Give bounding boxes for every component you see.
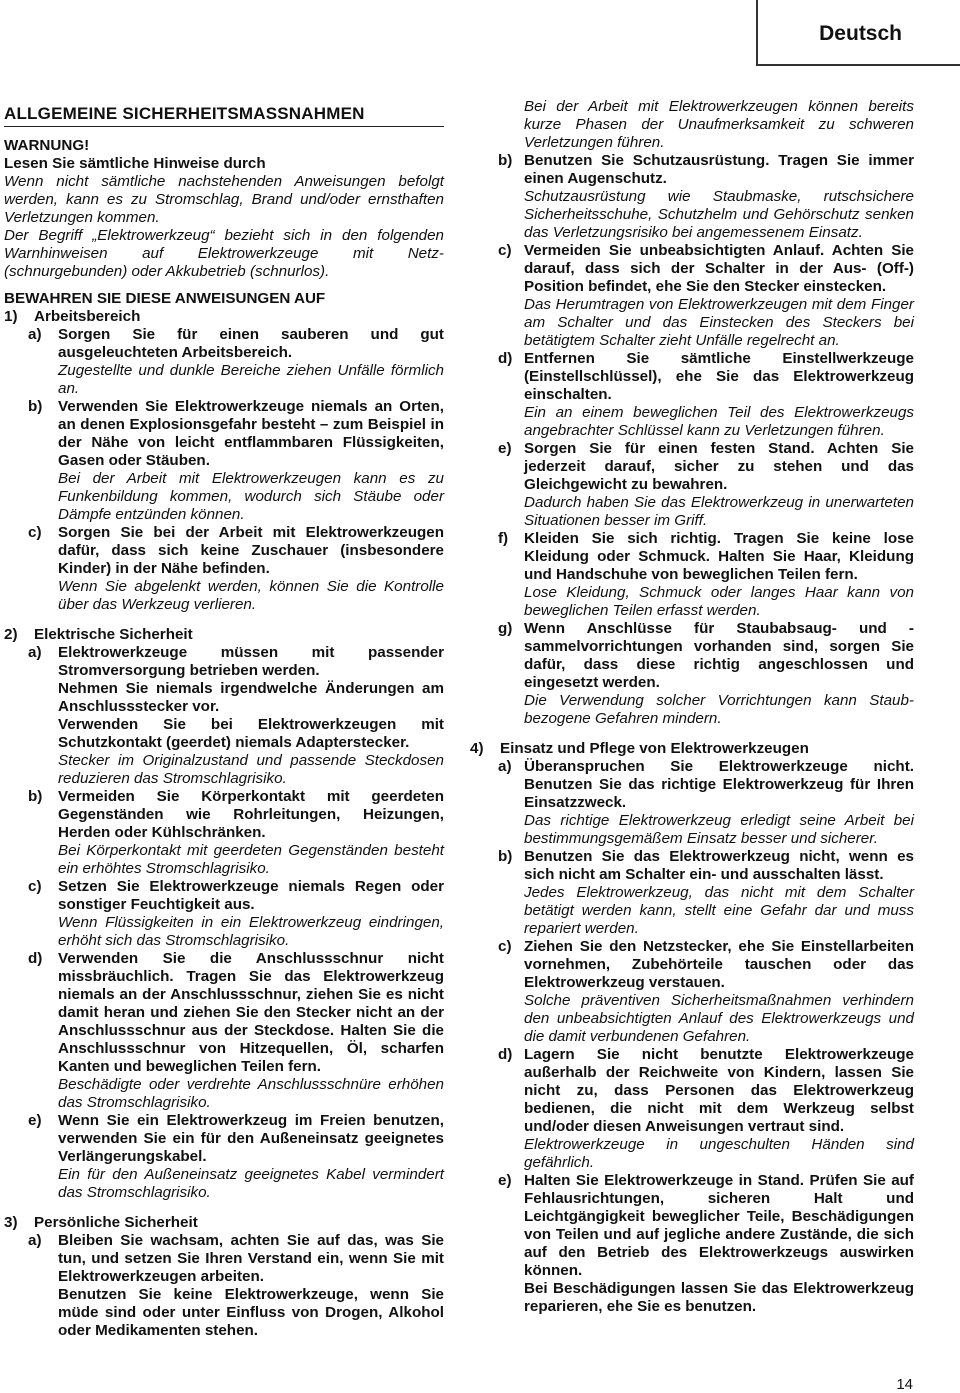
language-label: Deutsch (819, 22, 902, 45)
section-1-item-a: a) Sorgen Sie für einen sauberen und gut ausgeleuchteten Arbeitsbereich. Zugestellte und dunkle Bereiche ziehen Unfälle förmlich an. (28, 326, 444, 397)
section-2-item-e: e) Wenn Sie ein Elektrowerkzeug im Freien benutzen, verwenden Sie ein für den Außeneinsatz geeignetes Verlängerungskabel. Ein für den Außeneinsatz geeignetes Kabel vermindert das Stromschlagrisiko. (28, 1112, 444, 1201)
section-4-item-e: e) Halten Sie Elektrowerkzeuge in Stand. Prüfen Sie auf Fehlausrichtungen, sicheren Halt und Leichtgängigkeit beweglicher Teile, Beschädigungen von Teilen und auf jegliche andere Zustände, die sich auf den Betrieb des Elektrowerkzeugs auswirken können. Bei Beschädigungen lassen Sie das Elektrowerkzeug reparieren, ehe Sie es benutzen. (498, 1172, 914, 1315)
section-3-title: Persönliche Sicherheit (34, 1214, 198, 1231)
warning-heading: WARNUNG! (4, 137, 90, 154)
section-4-item-d: d) Lagern Sie nicht benutzte Elektrowerkzeuge außerhalb der Reichweite von Kindern, lassen Sie nicht zu, dass Personen das Elektrowerkzeug bedienen, die nicht mit dem Werkzeug selbst und/oder diesen Anweisungen vertraut sind. Elektrowerkzeuge in ungeschulten Händen sind gefährlich. (498, 1046, 914, 1171)
section-2-item-d: d) Verwenden Sie die Anschlussschnur nicht missbräuchlich. Tragen Sie das Elektrowerkzeug niemals an der Anschlussschnur, ziehen Sie es nicht damit heran und ziehen Sie den Stecker nicht an der Anschlussschnur aus der Steckdose. Halten Sie die Anschlussschnur von Hitzequellen, Öl, scharfen Kanten und beweglichen Teilen fern. Beschädigte oder verdrehte Anschlussschnüre erhöhen das Stromschlagrisiko. (28, 950, 444, 1111)
intro-text-2: Der Begriff „Elektrowerkzeug“ bezieht sich in den folgenden Warnhinweisen auf Elektrowerkzeuge mit Netz-(schnurgebunden) oder Akkubetrieb (schnurlos). (4, 227, 444, 280)
section-4-title: Einsatz und Pflege von Elektrowerkzeugen (500, 740, 809, 757)
section-3-item-c: c) Vermeiden Sie unbeabsichtigten Anlauf. Achten Sie darauf, dass sich der Schalter in der Aus- (Off-) Position befindet, ehe Sie den Stecker einstecken. Das Herumtragen von Elektrowerkzeugen mit dem Finger am Schalter und das Einstecken des Steckers bei betätigtem Schalter zieht Unfälle regelrecht an. (498, 242, 914, 349)
section-3-item-a: a) Bleiben Sie wachsam, achten Sie auf das, was Sie tun, und setzen Sie Ihren Verstand ein, wenn Sie mit Elektrowerkzeugen arbeiten. Benutzen Sie keine Elektrowerkzeuge, wenn Sie müde sind oder unter Einfluss von Drogen, Alkohol oder Medikamenten stehen. (28, 1232, 444, 1339)
read-instructions: Lesen Sie sämtliche Hinweise durch (4, 155, 266, 172)
left-column (4, 137, 444, 1340)
section-2: 2) Elektrische Sicherheit (4, 626, 444, 644)
section-3: 3) Persönliche Sicherheit (4, 1214, 444, 1232)
section-3-item-b: b) Benutzen Sie Schutzausrüstung. Tragen Sie immer einen Augenschutz. Schutzausrüstung wie Staubmaske, rutschsichere Sicherheitsschuhe, Schutzhelm und Gehörschutz senken das Verletzungsrisiko bei angemessenem Einsatz. (498, 152, 914, 241)
section-2-item-c: c) Setzen Sie Elektrowerkzeuge niemals Regen oder sonstiger Feuchtigkeit aus. Wenn Flüssigkeiten in ein Elektrowerkzeug eindringen, erhöht sich das Stromschlagrisiko. (28, 878, 444, 949)
section-1-item-c: c) Sorgen Sie bei der Arbeit mit Elektrowerkzeugen dafür, dass sich keine Zuschauer (insbesondere Kinder) in der Nähe befinden. Wenn Sie abgelenkt werden, können Sie die Kontrolle über das Werkzeug verlieren. (28, 524, 444, 613)
section-4-item-b: b) Benutzen Sie das Elektrowerkzeug nicht, wenn es sich nicht am Schalter ein- und ausschalten lässt. Jedes Elektrowerkzeug, das nicht mit dem Schalter betätigt werden kann, stellt eine Gefahr dar und muss repariert werden. (498, 848, 914, 937)
section-1-item-b: b) Verwenden Sie Elektrowerkzeuge niemals an Orten, an denen Explosionsgefahr besteht – zum Beispiel in der Nähe von leicht entflammbaren Flüssigkeiten, Gasen oder Stäuben. Bei der Arbeit mit Elektrowerkzeugen kann es zu Funkenbildung kommen, wodurch sich Stäube oder Dämpfe entzünden können. (28, 398, 444, 523)
language-tab (756, 0, 960, 66)
section-1: 1) Arbeitsbereich (4, 308, 444, 326)
section-4-item-c: c) Ziehen Sie den Netzstecker, ehe Sie Einstellarbeiten vornehmen, Zubehörteile tauschen oder das Elektrowerkzeug verstauen. Solche präventiven Sicherheitsmaßnahmen verhindern den unbeabsichtigten Anlauf des Elektrowerkzeugs und die damit verbundenen Gefahren. (498, 938, 914, 1045)
section-2-title: Elektrische Sicherheit (34, 626, 193, 643)
section-3-item-f: f) Kleiden Sie sich richtig. Tragen Sie keine lose Kleidung oder Schmuck. Halten Sie Haar, Kleidung und Handschuhe von beweglichen Teilen fern. Lose Kleidung, Schmuck oder langes Haar kann von beweglichen Teilen erfasst werden. (498, 530, 914, 619)
section-1-title: Arbeitsbereich (34, 308, 141, 325)
section-4: 4) Einsatz und Pflege von Elektrowerkzeugen (470, 740, 914, 758)
page-title: ALLGEMEINE SICHERHEITSMASSNAHMEN (4, 104, 444, 127)
section-2-item-a: a) Elektrowerkzeuge müssen mit passender Stromversorgung betrieben werden. Nehmen Sie niemals irgendwelche Änderungen am Anschlussstecker vor. Verwenden Sie bei Elektrowerkzeugen mit Schutzkontakt (geerdet) niemals Adapterstecker. Stecker im Originalzustand und passende Steckdosen reduzieren das Stromschlagrisiko. (28, 644, 444, 787)
section-3-item-a-cont: Bei der Arbeit mit Elektrowerkzeugen können bereits kurze Phasen der Unaufmerksamkeit zu schweren Verletzungen führen. (524, 98, 914, 151)
section-3-item-g: g) Wenn Anschlüsse für Staubabsaug- und -sammelvorrichtungen vorhanden sind, sorgen Sie dafür, dass diese richtig angeschlossen und eingesetzt werden. Die Verwendung solcher Vorrichtungen kann Staub-bezogene Gefahren mindern. (498, 620, 914, 727)
section-4-item-a: a) Überanspruchen Sie Elektrowerkzeuge nicht. Benutzen Sie das richtige Elektrowerkzeug für Ihren Einsatzzweck. Das richtige Elektrowerkzeug erledigt seine Arbeit bei bestimmungsgemäßem Einsatz besser und sicherer. (498, 758, 914, 847)
page-number: 14 (896, 1376, 913, 1393)
keep-instructions: BEWAHREN SIE DIESE ANWEISUNGEN AUF (4, 290, 326, 307)
section-3-item-e: e) Sorgen Sie für einen festen Stand. Achten Sie jederzeit darauf, sicher zu stehen und das Gleichgewicht zu bewahren. Dadurch haben Sie das Elektrowerkzeug in unerwarteten Situationen besser im Griff. (498, 440, 914, 529)
right-column (470, 98, 914, 1316)
intro-text-1: Wenn nicht sämtliche nachstehenden Anweisungen befolgt werden, kann es zu Stromschlag, Brand und/oder ernsthaften Verletzungen kommen. (4, 173, 444, 226)
section-3-item-d: d) Entfernen Sie sämtliche Einstellwerkzeuge (Einstellschlüssel), ehe Sie das Elektrowerkzeug einschalten. Ein an einem beweglichen Teil des Elektrowerkzeugs angebrachter Schlüssel kann zu Verletzungen führen. (498, 350, 914, 439)
section-2-item-b: b) Vermeiden Sie Körperkontakt mit geerdeten Gegenständen wie Rohrleitungen, Heizungen, Herden oder Kühlschränken. Bei Körperkontakt mit geerdeten Gegenständen besteht ein erhöhtes Stromschlagrisiko. (28, 788, 444, 877)
